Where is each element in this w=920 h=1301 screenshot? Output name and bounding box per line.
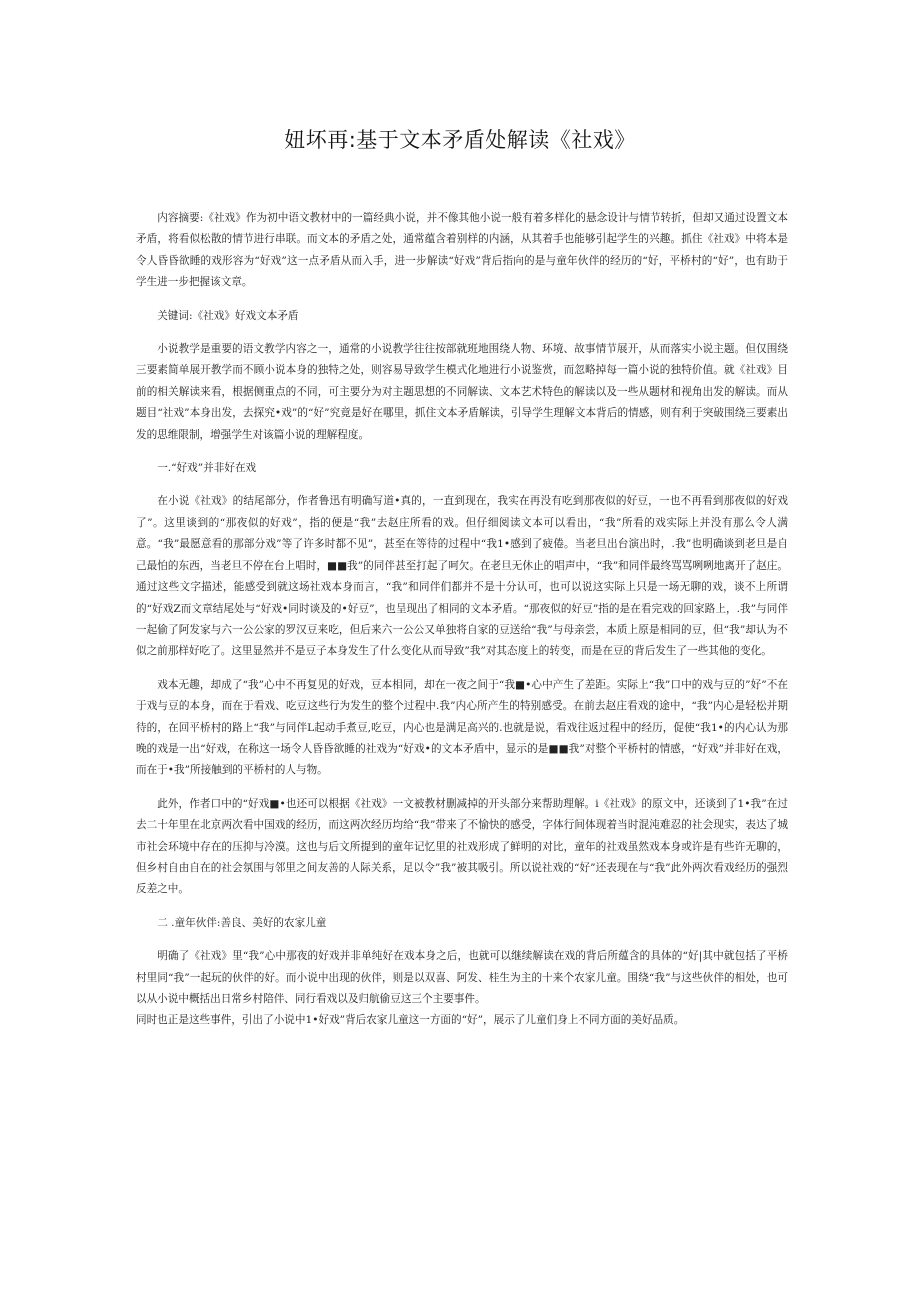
section-heading-1: 一.“好戏”并非好在戏 (157, 462, 257, 475)
section-heading-2: 二 .童年伙伴:善良、美好的农家儿童 (157, 916, 327, 929)
body-paragraph: 在小说《社戏》的结尾部分，作者鲁迅有明确写道•真的，一直到现在，我实在再没有吃到那夜似的好豆，一也不再看到那夜似的好戏了”。这里谈到的“那夜似的好戏”，指的便是“我”去赵庄所看的戏。但仔细阅读文本可以看出，“我”所看的戏实际上并没有那么令人满意。“我”最愿意看的那部分戏”等了许多时都不见”，甚至在等待的过程中“我1•感到了疲倦。当老旦出台演出时，.我”也明确谈到老旦是自己最怕的东西，当老旦不停在台上唱时，■■我”的同伴甚至打起了呵欠。在老旦无休止的唱声中，“我”和同伴最终骂骂咧咧地离开了赵庄。通过这些文字描述，能感受到就这场社戏本身而言，“我”和同伴们都并不是十分认可，也可以说这实际上只是一场无聊的戏，谈不上所谓的“好戏Z而文章结尾处与“好戏•同时谈及的•好豆”，也呈现出了相同的文本矛盾。“那夜似的好豆”指的是在看完戏的回家路上，.我”与同伴一起偷了阿发家与六一公公家的罗汉豆来吃，但后来六一公公又单独将自家的豆送给“我”与母亲尝，本质上原是相同的豆，但“我”却认为不似之前那样好吃了。这里显然并不是豆子本身发生了什么变化从而导致”我”对其态度上的转变，而是在豆的背后发生了一些其他的变化。 (136, 495, 788, 658)
body-paragraph: 此外，作者口中的“好戏■•也还可以根据《社戏》一文被教材删减掉的开头部分来帮助理解。i《社戏》的原文中，还谈到了1•我”在过去二十年里在北京两次看中国戏的经历，而这两次经历均给“我”带来了不愉快的感受，字体行间体现着当时混沌难忍的社会现实，表达了城市社会环境中存在的压抑与冷漠。这也与后文所提到的童年记忆里的社戏形成了鲜明的对比，童年的社戏虽然戏本身或许是有些许无聊的，但乡村自由自在的社会氛围与邻里之间友善的人际关系，足以令”我”被其吸引。所以说社戏的“好”还表现在与“我”此外两次看戏经历的强烈反差之中。 (136, 797, 788, 896)
page-title: 妞坏再:基于文本矛盾处解读《社戏》 (284, 128, 636, 152)
keywords-line: 关键词:《社戏》好戏文本矛盾 (157, 309, 299, 322)
intro-paragraph: 小说教学是重要的语文教学内容之一，通常的小说教学往往按部就班地围绕人物、环境、故事情节展开，从而落实小说主题。但仅围绕三要素简单展开教学而不顾小说本身的独特之处，则容易导致学生模式化地进行小说鉴赏，而忽略掉每一篇小说的独特价值。就《社戏》目前的相关解读来看，根据侧重点的不同，可主要分为对主题思想的不同解读、文本艺术特色的解读以及一些从题材和视角出发的解读。而从题目“社戏”本身出发，去探究•戏”的“好”究竟是好在哪里，抓住文本矛盾解读，引导学生理解文本背后的情感，则有利于突破围绕三要素出发的思维限制，增强学生对该篇小说的理解程度。 (136, 343, 788, 441)
body-paragraph: 戏本无趣，却成了“我”心中不再复见的好戏，豆本相同，却在一夜之间于“我■•心中产生了差距。实际上“我”口中的戏与豆的”好”不在于戏与豆的本身，而在于看戏、吃豆这些行为发生的整个过程中.我”内心所产生的特别感受。在前去赵庄看戏的途中，“我”内心是轻松并期待的，在回平桥村的路上“我”与同伴L起动手煮豆,吃豆，内心也是满足高兴的.也就是说，看戏往返过程中的经历，促使“我1•的内心认为那晚的戏是一出“好戏，在称这一场令人昏昏欲睡的社戏为“好戏•的文本矛盾中，显示的是■■我”对整个平桥村的情感，“好戏”并非好在戏，而在于•我”所接触到的平桥村的人与物。 (136, 678, 788, 777)
body-paragraph-continuation: 同时也正是这些事件，引出了小说中1•好戏”背后农家儿童这一方面的“好”，展示了儿童们身上不同方面的美好品质。 (136, 1014, 685, 1027)
article-body (136, 208, 788, 1044)
body-paragraph: 明确了《社戏》里“我”心中那夜的好戏并非单纯好在戏本身之后，也就可以继续解读在戏的背后所蕴含的具体的“好|其中就包括了平桥村里同“我”一起玩的伙伴的好。而小说中出现的伙伴，则是以双喜、阿发、桂生为主的十来个农家儿童。围绕“我”与这些伙伴的相处，也可以从小说中概括出日常乡村陪伴、同行看戏以及归航偷豆这三个主要事件。 (136, 950, 788, 1005)
abstract-paragraph: 内容摘要:《社戏》作为初中语文教材中的一篇经典小说，并不像其他小说一般有着多样化的悬念设计与情节转折，但却又通过设置文本矛盾，将看似松散的情节进行串联。而文本的矛盾之处，通常蕴含着别样的内涵，从其着手也能够引起学生的兴趣。抓住《社戏》中将本是令人昏昏欲睡的戏形容为“好戏”这一点矛盾从而入手，进一步解读“好戏”背后指向的是与童年伙伴的经历的“好，平桥村的“好”，也有助于学生进一步把握该文章。 (136, 212, 788, 289)
